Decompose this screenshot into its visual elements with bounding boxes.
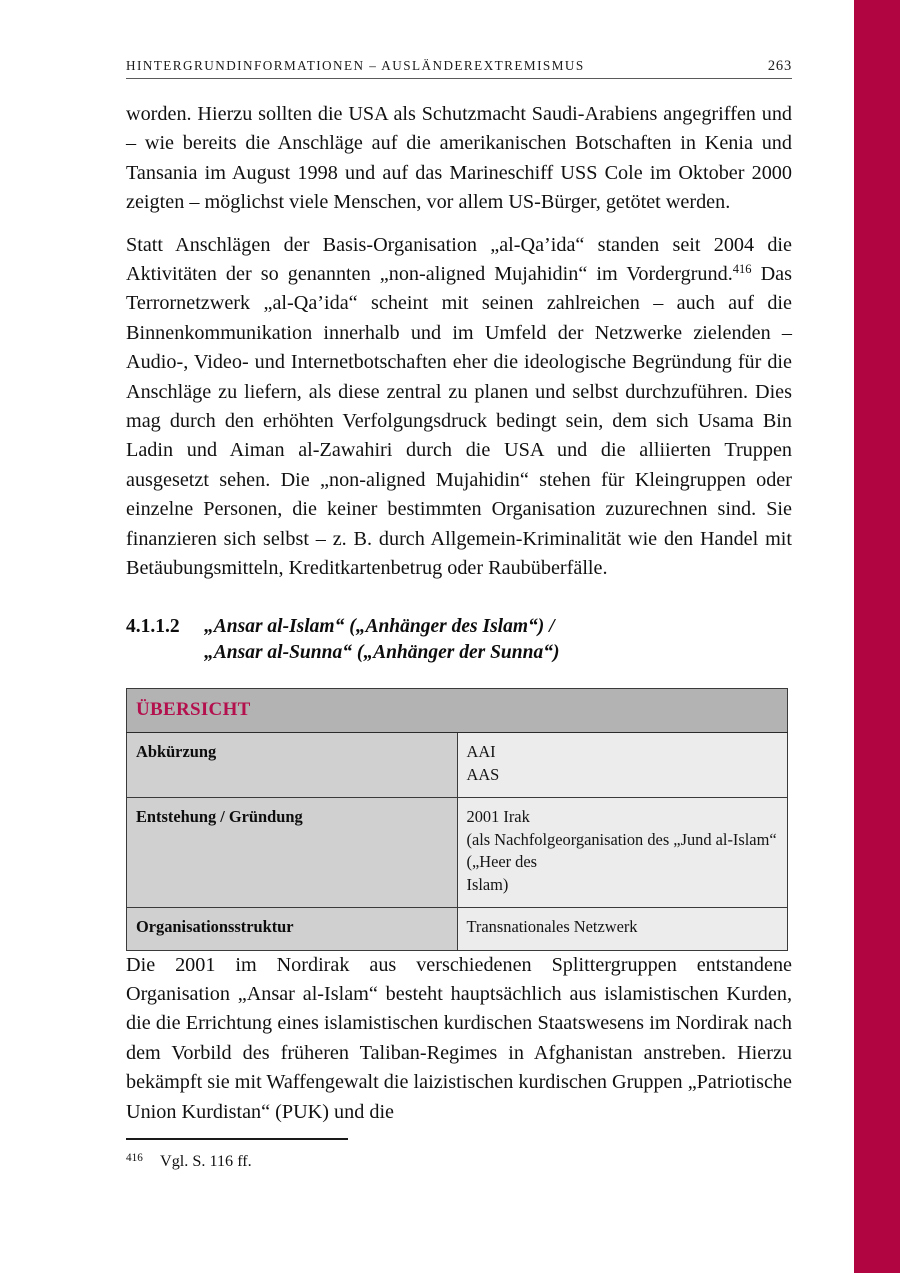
paragraph-text-part-1: Statt Anschlägen der Basis-Organisation „al-Qa’ida“ standen seit 2004 die Aktivitäten der so genannten „non-aligned Mujahidin“ im Vordergrund. <box>126 233 792 286</box>
section-title-line-1: „Ansar al-Islam“ („Anhänger des Islam“) / <box>204 615 555 637</box>
table-row <box>127 908 788 951</box>
row-value-organisationsstruktur <box>457 908 788 951</box>
row-value-entstehung-gruendung <box>457 798 788 908</box>
running-header <box>126 58 792 79</box>
value-line: Transnationales Netzwerk <box>466 917 638 936</box>
overview-table <box>126 688 788 951</box>
table-row <box>127 733 788 798</box>
section-title-line-2: „Ansar al-Sunna“ („Anhänger der Sunna“) <box>204 641 560 663</box>
row-label-entstehung-gruendung: Entstehung / Gründung <box>127 798 458 908</box>
value-line: AAS <box>466 764 500 784</box>
row-label-organisationsstruktur: Organisationsstruktur <box>127 908 458 951</box>
section-title <box>204 614 792 666</box>
value-line: (als Nachfolgeorganisation des „Jund al-Islam“ („Heer des <box>466 829 777 871</box>
row-value-abkuerzung <box>457 733 788 798</box>
table-header-row <box>127 688 788 733</box>
footnote-marker: 416 <box>126 1152 143 1164</box>
page-number: 263 <box>767 58 792 74</box>
footnote-reference-416[interactable]: 416 <box>732 262 752 277</box>
footnote-area <box>126 1138 792 1174</box>
running-header-title: HINTERGRUNDINFORMATIONEN – AUSLÄNDEREXTREMISMUS <box>126 58 585 73</box>
table-row <box>127 798 788 908</box>
paragraph-non-aligned-mujahidin <box>126 231 792 584</box>
value-line: AAI <box>466 742 496 761</box>
footnote-separator-rule <box>126 1138 348 1140</box>
value-line: 2001 Irak <box>466 807 530 826</box>
section-number: 4.1.1.2 <box>126 615 180 637</box>
value-line: Islam) <box>466 874 509 894</box>
section-heading <box>126 614 792 666</box>
body-text-area <box>126 100 792 1127</box>
paragraph-ansar-al-islam: Die 2001 im Nordirak aus verschiedenen Splittergruppen entstandene Organisation „Ansar al-Islam“ besteht hauptsächlich aus islamistischen Kurden, die die Errichtung eines islamistischen kurdischen Staatswesens im Nordirak nach dem Vorbild des früheren Taliban-Regimes in Afghanistan anstreben. Hierzu bekämpft sie mit Waffengewalt die laizistischen kurdischen Gruppen „Patriotische Union Kurdistan“ (PUK) und die <box>126 953 792 1123</box>
row-label-abkuerzung: Abkürzung <box>127 733 458 798</box>
page-edge-accent-bar <box>854 0 900 1273</box>
paragraph-text-part-2: Das Terrornetzwerk „al-Qa’ida“ scheint mit seinen zahlreichen – auch auf die Binnenkommunikation innerhalb und im Umfeld der Netzwerke zielenden – Audio-, Video- und Internetbotschaften eher die ideologische Begründung für die Anschläge zu liefern, als diese zentral zu planen und selbst durchzuführen. Dies mag durch den erhöhten Verfolgungsdruck bedingt sein, dem sich Usama Bin Ladin und Aiman al-Zawahiri durch die USA und die alliierten Truppen ausgesetzt sehen. Die „non-aligned Mujahidin“ stehen für Kleingruppen oder einzelne Personen, die keiner bestimmten Organisation zuzurechnen sind. Sie finanzieren sich selbst – z. B. durch Allgemein-Kriminalität wie den Handel mit Betäubungsmitteln, Kreditkartenbetrug oder Raubüberfälle. <box>126 263 792 580</box>
overview-header-label: ÜBERSICHT <box>136 698 251 720</box>
footnote-entry <box>126 1151 792 1174</box>
overview-header-cell <box>127 688 788 733</box>
paragraph-continuation: worden. Hierzu sollten die USA als Schutzmacht Saudi-Arabiens angegriffen und – wie bereits die Anschläge auf die amerikanischen Botschaften in Kenia und Tansania im August 1998 und auf das Marineschiff USS Cole im Oktober 2000 zeigten – möglichst viele Menschen, vor allem US-Bürger, getötet werden. <box>126 103 792 214</box>
footnote-text: Vgl. S. 116 ff. <box>160 1152 252 1170</box>
